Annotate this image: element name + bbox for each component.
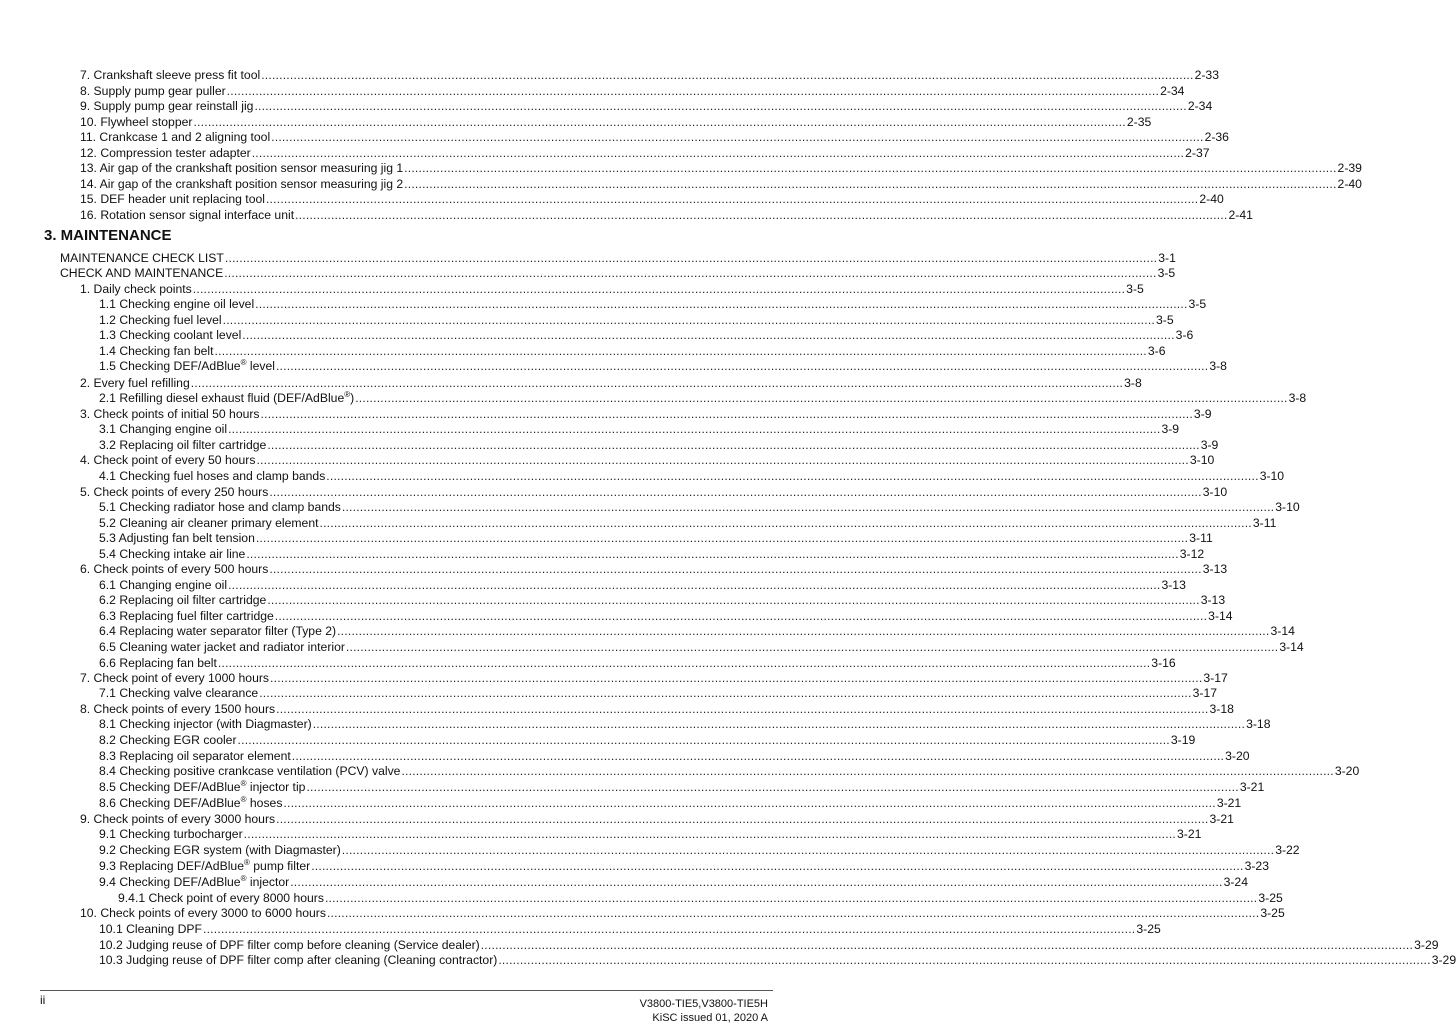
toc-entry-title: 1.2 Checking fuel level <box>99 313 222 327</box>
toc-entry[interactable] <box>60 266 1176 281</box>
toc-entry[interactable] <box>99 297 1207 312</box>
dot-leader: .................................................................................................................................................................................................................................................................... <box>256 453 1189 467</box>
toc-entry-page: 3-10 <box>1202 485 1228 499</box>
dot-leader: .................................................................................................................................................................................................................................................................... <box>267 438 1200 452</box>
toc-entry[interactable] <box>99 469 1285 484</box>
dot-leader: .................................................................................................................................................................................................................................................................... <box>246 547 1179 561</box>
toc-entry[interactable] <box>99 733 1196 748</box>
toc-entry-title: 8.1 Checking injector (with Diagmaster) <box>99 717 312 731</box>
toc-entry[interactable] <box>80 161 1362 176</box>
toc-entry-page: 2-33 <box>1194 68 1219 82</box>
dot-leader: .................................................................................................................................................................................................................................................................... <box>337 624 1270 638</box>
toc-entry-page: 3-8 <box>1209 359 1227 373</box>
toc-entry[interactable] <box>80 906 1285 921</box>
dot-leader: .................................................................................................................................................................................................................................................................... <box>291 749 1225 763</box>
footer-model: V3800-TIE5,V3800-TIE5H <box>639 998 768 1010</box>
dot-leader: .................................................................................................................................................................................................................................................................... <box>226 84 1160 98</box>
dot-leader: .................................................................................................................................................................................................................................................................... <box>319 516 1252 530</box>
toc-entry-page: 3-29 <box>1414 938 1439 952</box>
toc-entry-title: 9.1 Checking turbocharger <box>99 827 243 841</box>
toc-entry-title: 4. Check point of every 50 hours <box>80 453 256 467</box>
toc-entry-page: 3-10 <box>1275 500 1300 514</box>
toc-entry-title: 10.2 Judging reuse of DPF filter comp before cleaning (Service dealer) <box>99 938 480 952</box>
dot-leader: .................................................................................................................................................................................................................................................................... <box>355 391 1288 405</box>
toc-entry-page: 3-10 <box>1189 453 1215 467</box>
toc-entry-page: 3-17 <box>1192 686 1218 700</box>
toc-entry-page: 3-18 <box>1246 717 1271 731</box>
toc-entry-page: 3-8 <box>1288 391 1307 405</box>
toc-entry-title: 16. Rotation sensor signal interface unit <box>80 208 295 222</box>
toc-entry[interactable] <box>99 344 1166 359</box>
toc-entry[interactable] <box>80 282 1144 297</box>
dot-leader: .................................................................................................................................................................................................................................................................... <box>255 297 1188 311</box>
toc-entry-title: 6.4 Replacing water separator filter (Type 2) <box>99 624 337 638</box>
toc-entry-title: 14. Air gap of the crankshaft position sensor measuring jig 2 <box>80 177 404 191</box>
dot-leader: .................................................................................................................................................................................................................................................................... <box>242 328 1175 342</box>
toc-entry-page: 3-22 <box>1275 843 1300 857</box>
toc-entry[interactable] <box>99 873 1248 890</box>
registered-mark: ® <box>344 389 351 399</box>
toc-entry[interactable] <box>99 422 1180 437</box>
toc-entry-page: 3-20 <box>1334 764 1360 778</box>
toc-entry-title: 8. Check points of every 1500 hours <box>80 702 276 716</box>
toc-entry-title: 5.3 Adjusting fan belt tension <box>99 531 255 545</box>
dot-leader: .................................................................................................................................................................................................................................................................... <box>324 891 1258 905</box>
toc-entry-page: 3-16 <box>1151 656 1176 670</box>
toc-entry-page: 2-37 <box>1185 146 1210 160</box>
toc-entry[interactable] <box>99 857 1269 874</box>
dot-leader: .................................................................................................................................................................................................................................................................... <box>404 177 1337 191</box>
toc-entry[interactable] <box>80 407 1212 422</box>
toc-entry[interactable] <box>80 208 1253 223</box>
toc-entry[interactable] <box>99 531 1213 546</box>
toc-entry-page: 2-40 <box>1199 192 1224 206</box>
toc-entry-title: 8.6 Checking DEF/AdBlue® hoses <box>99 794 283 810</box>
toc-entry-page: 3-12 <box>1179 547 1205 561</box>
registered-mark: ® <box>240 873 247 883</box>
toc-entry-title: 13. Air gap of the crankshaft position sensor measuring jig 1 <box>80 161 404 175</box>
dot-leader: .................................................................................................................................................................................................................................................................... <box>276 812 1209 826</box>
toc-entry-title: 6.6 Replacing fan belt <box>99 656 217 670</box>
toc-entry-title: 6. Check points of every 500 hours <box>80 562 269 576</box>
toc-entry[interactable] <box>80 671 1228 686</box>
dot-leader: .................................................................................................................................................................................................................................................................... <box>295 208 1228 222</box>
toc-entry[interactable] <box>80 115 1152 130</box>
dot-leader: .................................................................................................................................................................................................................................................................... <box>341 843 1275 857</box>
toc-entry-title: 5.4 Checking intake air line <box>99 547 246 561</box>
toc-entry-page: 3-20 <box>1225 749 1250 763</box>
toc-entry-page: 2-36 <box>1204 130 1229 144</box>
toc-entry[interactable] <box>99 438 1219 453</box>
toc-entry[interactable] <box>99 717 1271 732</box>
dot-leader: .................................................................................................................................................................................................................................................................... <box>283 796 1216 810</box>
toc-entry-title: 8.3 Replacing oil separator element <box>99 749 291 763</box>
dot-leader: .................................................................................................................................................................................................................................................................... <box>224 251 1158 265</box>
toc-entry[interactable] <box>99 389 1307 406</box>
toc-entry-page: 3-6 <box>1175 328 1194 342</box>
toc-entry[interactable] <box>99 843 1300 858</box>
toc-entry-page: 3-14 <box>1270 624 1295 638</box>
toc-entry-title: 9. Supply pump gear reinstall jig <box>80 99 254 113</box>
toc-entry[interactable] <box>99 640 1304 655</box>
dot-leader: .................................................................................................................................................................................................................................................................... <box>270 671 1203 685</box>
toc-entry-title: 5.1 Checking radiator hose and clamp bands <box>99 500 341 514</box>
toc-entry[interactable] <box>99 953 1456 968</box>
toc-entry[interactable] <box>80 812 1234 827</box>
dot-leader: .................................................................................................................................................................................................................................................................... <box>269 485 1202 499</box>
toc-entry[interactable] <box>99 578 1186 593</box>
footer-divider <box>40 990 773 991</box>
toc-entry-page: 3-5 <box>1156 313 1174 327</box>
dot-leader: .................................................................................................................................................................................................................................................................... <box>290 875 1223 889</box>
dot-leader: .................................................................................................................................................................................................................................................................... <box>275 359 1209 373</box>
toc-entry[interactable] <box>99 749 1250 764</box>
dot-leader: .................................................................................................................................................................................................................................................................... <box>224 266 1157 280</box>
toc-entry[interactable] <box>99 313 1174 328</box>
toc-entry[interactable] <box>99 922 1161 937</box>
dot-leader: .................................................................................................................................................................................................................................................................... <box>326 906 1260 920</box>
dot-leader: .................................................................................................................................................................................................................................................................... <box>274 609 1208 623</box>
dot-leader: .................................................................................................................................................................................................................................................................... <box>480 938 1414 952</box>
dot-leader: .................................................................................................................................................................................................................................................................... <box>261 68 1194 82</box>
toc-entry-page: 3-10 <box>1259 469 1285 483</box>
toc-entry-title: 8. Supply pump gear puller <box>80 84 226 98</box>
toc-entry-page: 3-18 <box>1209 702 1234 716</box>
toc-entry-title: 3. Check points of initial 50 hours <box>80 407 260 421</box>
toc-entry-page: 3-13 <box>1200 593 1226 607</box>
toc-entry-title: 3.1 Changing engine oil <box>99 422 228 436</box>
toc-entry[interactable] <box>99 593 1226 608</box>
toc-entry-title: 9.3 Replacing DEF/AdBlue® pump filter <box>99 857 311 873</box>
toc-entry-page: 3-9 <box>1193 407 1212 421</box>
dot-leader: .................................................................................................................................................................................................................................................................... <box>243 827 1177 841</box>
toc-entry[interactable] <box>80 192 1224 207</box>
toc-entry[interactable] <box>80 485 1228 500</box>
toc-entry-title: 9.2 Checking EGR system (with Diagmaster) <box>99 843 341 857</box>
footer-issue: KiSC issued 01, 2020 A <box>652 1012 768 1024</box>
dot-leader: .................................................................................................................................................................................................................................................................... <box>228 422 1161 436</box>
toc-entry-title: 9. Check points of every 3000 hours <box>80 812 276 826</box>
toc-entry-page: 3-13 <box>1202 562 1228 576</box>
toc-entry-title: 6.1 Changing engine oil <box>99 578 228 592</box>
toc-entry-page: 2-35 <box>1126 115 1152 129</box>
toc-entry[interactable] <box>118 891 1283 906</box>
toc-entry[interactable] <box>99 656 1176 671</box>
dot-leader: .................................................................................................................................................................................................................................................................... <box>345 640 1279 654</box>
toc-entry-title: 10. Check points of every 3000 to 6000 hours <box>80 906 326 920</box>
toc-entry-page: 2-41 <box>1228 208 1253 222</box>
dot-leader: .................................................................................................................................................................................................................................................................... <box>222 313 1156 327</box>
toc-entry-page: 3-29 <box>1431 953 1456 967</box>
toc-entry[interactable] <box>80 130 1229 145</box>
toc-entry-page: 3-14 <box>1279 640 1304 654</box>
dot-leader: .................................................................................................................................................................................................................................................................... <box>326 469 1259 483</box>
dot-leader: .................................................................................................................................................................................................................................................................... <box>404 161 1337 175</box>
registered-mark: ® <box>240 778 247 788</box>
toc-entry[interactable] <box>80 562 1228 577</box>
toc-entry[interactable] <box>99 328 1194 343</box>
toc-entry[interactable] <box>80 453 1215 468</box>
toc-entry-title: 2. Every fuel refilling <box>80 376 190 390</box>
toc-entry[interactable] <box>99 547 1205 562</box>
toc-entry-page: 3-5 <box>1157 266 1176 280</box>
toc-entry-page: 3-21 <box>1239 780 1265 794</box>
toc-entry-title: 11. Crankcase 1 and 2 aligning tool <box>80 130 271 144</box>
dot-leader: .................................................................................................................................................................................................................................................................... <box>341 500 1275 514</box>
toc-entry-title: 8.4 Checking positive crankcase ventilation (PCV) valve <box>99 764 401 778</box>
toc-entry-page: 3-21 <box>1209 812 1234 826</box>
toc-entry[interactable] <box>99 516 1277 531</box>
dot-leader: .................................................................................................................................................................................................................................................................... <box>271 130 1204 144</box>
toc-entry-title: 1.3 Checking coolant level <box>99 328 242 342</box>
dot-leader: .................................................................................................................................................................................................................................................................... <box>237 733 1170 747</box>
toc-entry-page: 3-9 <box>1200 438 1219 452</box>
toc-entry-page: 3-13 <box>1161 578 1186 592</box>
dot-leader: .................................................................................................................................................................................................................................................................... <box>202 922 1136 936</box>
dot-leader: .................................................................................................................................................................................................................................................................... <box>267 593 1200 607</box>
toc-entry-title: 6.5 Cleaning water jacket and radiator interior <box>99 640 345 654</box>
toc-entry-title: MAINTENANCE CHECK LIST <box>60 251 224 265</box>
toc-entry[interactable] <box>80 84 1185 99</box>
dot-leader: .................................................................................................................................................................................................................................................................... <box>214 344 1147 358</box>
dot-leader: .................................................................................................................................................................................................................................................................... <box>255 531 1189 545</box>
toc-entry-page: 3-5 <box>1126 282 1144 296</box>
dot-leader: .................................................................................................................................................................................................................................................................... <box>228 578 1161 592</box>
toc-entry-title: 7.1 Checking valve clearance <box>99 686 259 700</box>
registered-mark: ® <box>240 794 247 804</box>
toc-entry-page: 3-23 <box>1244 859 1269 873</box>
toc-entry-title: 8.5 Checking DEF/AdBlue® injector tip <box>99 778 306 794</box>
toc-entry-title: 1.1 Checking engine oil level <box>99 297 255 311</box>
toc-entry-page: 3-25 <box>1258 891 1283 905</box>
toc-entry-page: 2-34 <box>1187 99 1213 113</box>
toc-entry-title: 2.1 Refilling diesel exhaust fluid (DEF/AdBlue®) <box>99 389 355 405</box>
toc-entry[interactable] <box>80 702 1234 717</box>
footer-page-number: ii <box>40 993 46 1007</box>
dot-leader: .................................................................................................................................................................................................................................................................... <box>276 702 1209 716</box>
toc-entry[interactable] <box>99 827 1202 842</box>
toc-entry-page: 3-21 <box>1177 827 1202 841</box>
toc-entry[interactable] <box>60 251 1176 266</box>
toc-entry-title: 12. Compression tester adapter <box>80 146 251 160</box>
toc-entry-title: 1. Daily check points <box>80 282 192 296</box>
dot-leader: .................................................................................................................................................................................................................................................................... <box>312 717 1246 731</box>
dot-leader: .................................................................................................................................................................................................................................................................... <box>193 115 1126 129</box>
dot-leader: .................................................................................................................................................................................................................................................................... <box>190 376 1124 390</box>
toc-entry-title: 15. DEF header unit replacing tool <box>80 192 265 206</box>
toc-entry[interactable] <box>80 146 1210 161</box>
dot-leader: .................................................................................................................................................................................................................................................................... <box>311 859 1244 873</box>
toc-entry-title: 4.1 Checking fuel hoses and clamp bands <box>99 469 326 483</box>
toc-entry-title: 10.1 Cleaning DPF <box>99 922 202 936</box>
toc-entry-page: 3-11 <box>1189 531 1213 545</box>
toc-entry[interactable] <box>99 624 1295 639</box>
toc-entry-title: 1.4 Checking fan belt <box>99 344 214 358</box>
toc-entry-title: 6.2 Replacing oil filter cartridge <box>99 593 267 607</box>
toc-entry-page: 3-17 <box>1203 671 1228 685</box>
toc-entry-title: 9.4.1 Check point of every 8000 hours <box>118 891 324 905</box>
toc-entry-page: 3-8 <box>1124 376 1142 390</box>
toc-entry-title: 9.4 Checking DEF/AdBlue® injector <box>99 873 290 889</box>
toc-entry[interactable] <box>99 357 1227 374</box>
toc-entry[interactable] <box>80 68 1219 83</box>
toc-entry-title: 7. Crankshaft sleeve press fit tool <box>80 68 261 82</box>
toc-entry-page: 3-24 <box>1223 875 1248 889</box>
toc-entry[interactable] <box>80 99 1213 114</box>
dot-leader: .................................................................................................................................................................................................................................................................... <box>306 780 1239 794</box>
toc-entry[interactable] <box>80 177 1362 192</box>
toc-entry[interactable] <box>99 500 1300 515</box>
footer-info <box>640 997 768 1025</box>
toc-entry[interactable] <box>80 376 1142 391</box>
toc-entry-page: 3-14 <box>1208 609 1233 623</box>
toc-entry[interactable] <box>99 778 1265 795</box>
toc-entry-title: 7. Check point of every 1000 hours <box>80 671 270 685</box>
section-heading: 3. MAINTENANCE <box>44 227 172 244</box>
toc-entry[interactable] <box>99 609 1233 624</box>
toc-entry-page: 3-19 <box>1170 733 1196 747</box>
toc-entry-page: 3-9 <box>1161 422 1180 436</box>
toc-entry-title: 6.3 Replacing fuel filter cartridge <box>99 609 274 623</box>
toc-entry-page: 3-5 <box>1188 297 1207 311</box>
toc-entry-title: 8.2 Checking EGR cooler <box>99 733 237 747</box>
dot-leader: .................................................................................................................................................................................................................................................................... <box>192 282 1126 296</box>
toc-entry[interactable] <box>99 938 1439 953</box>
toc-entry-title: 10. Flywheel stopper <box>80 115 193 129</box>
toc-entry-page: 2-34 <box>1160 84 1185 98</box>
toc-entry-title: 1.5 Checking DEF/AdBlue® level <box>99 357 275 373</box>
toc-entry-title: CHECK AND MAINTENANCE <box>60 266 224 280</box>
toc-entry-title: 10.3 Judging reuse of DPF filter comp after cleaning (Cleaning contractor) <box>99 953 498 967</box>
toc-entry-page: 3-11 <box>1252 516 1277 530</box>
dot-leader: .................................................................................................................................................................................................................................................................... <box>498 953 1431 967</box>
dot-leader: .................................................................................................................................................................................................................................................................... <box>254 99 1187 113</box>
toc-entry-title: 5. Check points of every 250 hours <box>80 485 269 499</box>
dot-leader: .................................................................................................................................................................................................................................................................... <box>259 686 1192 700</box>
dot-leader: .................................................................................................................................................................................................................................................................... <box>260 407 1193 421</box>
toc-entry-page: 2-40 <box>1337 177 1362 191</box>
toc-entry-title: 3.2 Replacing oil filter cartridge <box>99 438 267 452</box>
toc-entry-page: 3-25 <box>1136 922 1161 936</box>
toc-entry-page: 3-6 <box>1147 344 1166 358</box>
dot-leader: .................................................................................................................................................................................................................................................................... <box>401 764 1334 778</box>
dot-leader: .................................................................................................................................................................................................................................................................... <box>269 562 1202 576</box>
toc-entry-title: 5.2 Cleaning air cleaner primary element <box>99 516 319 530</box>
registered-mark: ® <box>240 357 247 367</box>
toc-entry-page: 3-25 <box>1260 906 1285 920</box>
toc-entry-page: 2-39 <box>1337 161 1362 175</box>
toc-entry[interactable] <box>99 794 1242 811</box>
toc-entry-page: 3-1 <box>1158 251 1176 265</box>
dot-leader: .................................................................................................................................................................................................................................................................... <box>265 192 1199 206</box>
dot-leader: .................................................................................................................................................................................................................................................................... <box>251 146 1185 160</box>
dot-leader: .................................................................................................................................................................................................................................................................... <box>217 656 1151 670</box>
toc-entry[interactable] <box>99 764 1360 779</box>
registered-mark: ® <box>243 857 250 867</box>
toc-entry[interactable] <box>99 686 1218 701</box>
toc-entry-page: 3-21 <box>1216 796 1242 810</box>
